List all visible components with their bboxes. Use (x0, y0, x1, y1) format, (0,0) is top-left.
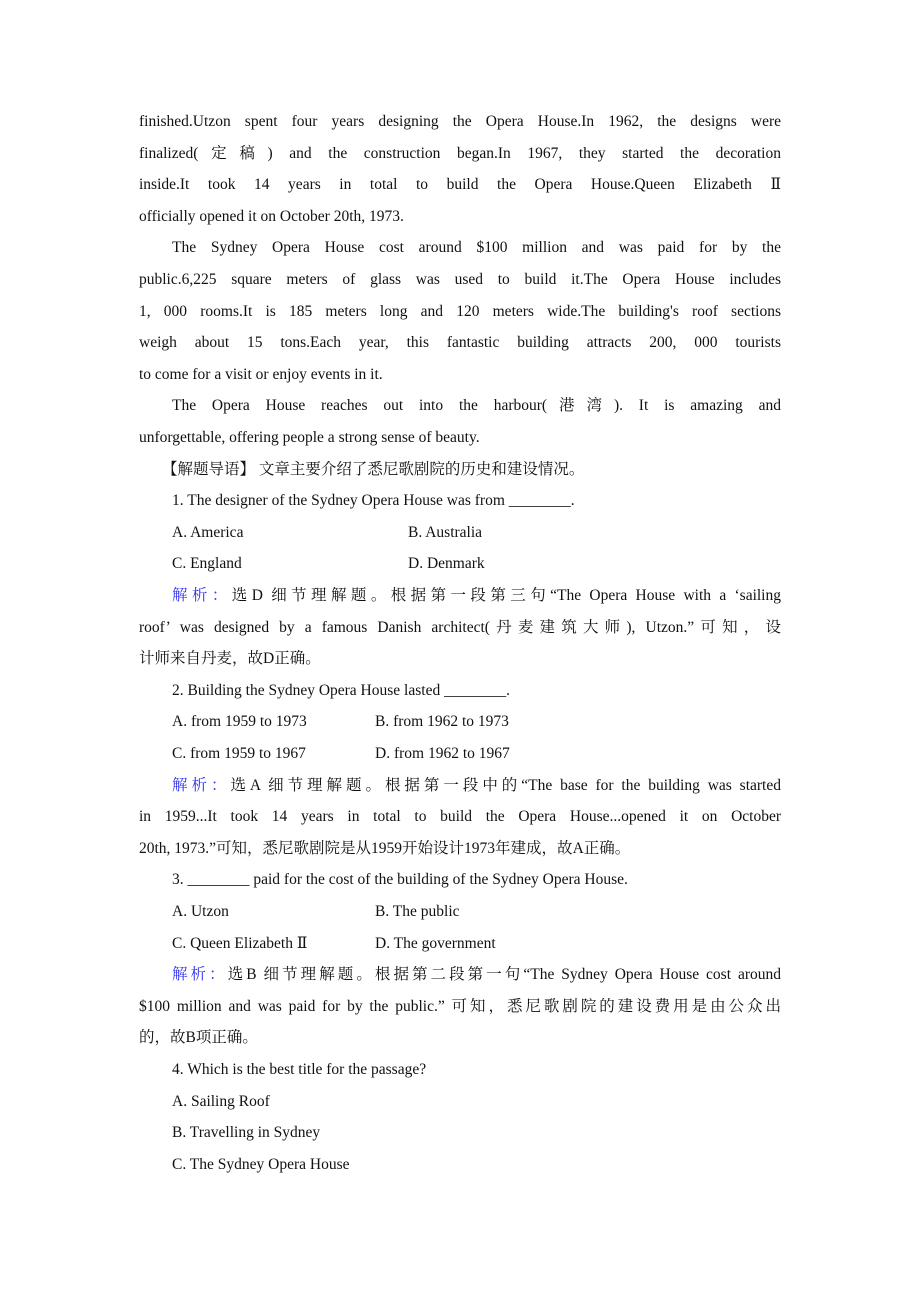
passage-line: inside.It took 14 years in total to build the Opera House.Queen Elizabeth Ⅱ (139, 176, 781, 194)
analysis-line: 解析：选B 细节理解题。根据第二段第一句“The Sydney Opera House cost around (172, 966, 781, 984)
question-2-options-row (172, 706, 781, 738)
passage-line: finalized(定稿) and the construction began.In 1967, they started the decoration (139, 144, 781, 162)
passage-line: public.6,225 square meters of glass was used to build it.The Opera House includes (139, 271, 781, 288)
analysis-line: 解析：选A 细节理解题。根据第一段中的“The base for the building was started (172, 776, 781, 794)
option-d: D. Denmark (408, 555, 485, 573)
analysis-line: 的，故B项正确。 (139, 1029, 258, 1047)
option-c: C. from 1959 to 1967 (172, 745, 306, 762)
question-3-options-row (172, 896, 781, 928)
option-b: B. Australia (408, 523, 483, 541)
analysis-line: roof’ was designed by a famous Danish architect(丹麦建筑大师), Utzon.”可知，设 (139, 618, 781, 636)
question-2-stem: 2. Building the Sydney Opera House lasted ________. (172, 681, 510, 699)
option-b: B. Travelling in Sydney (172, 1124, 321, 1142)
passage-line: The Sydney Opera House cost around $100 million and was paid for by the (172, 239, 781, 257)
option-d: D. from 1962 to 1967 (375, 745, 510, 762)
option-a: A. Utzon (172, 903, 229, 920)
option-c: C. England (172, 555, 242, 573)
option-d: D. The government (375, 934, 496, 952)
guide-text: 【解题导语】 文章主要介绍了悉尼歌剧院的历史和建设情况。 (162, 460, 585, 478)
analysis-line: in 1959...It took 14 years in total to build the Opera House...opened it on October (139, 808, 781, 826)
passage-line: finished.Utzon spent four years designing the Opera House.In 1962, the designs were (139, 113, 781, 130)
analysis-line: 计师来自丹麦，故D正确。 (139, 650, 321, 668)
question-1-options-row (172, 548, 781, 580)
option-a: A. from 1959 to 1973 (172, 713, 307, 731)
analysis-line: $100 million and was paid for by the public.” 可知，悉尼歌剧院的建设费用是由公众出 (139, 997, 781, 1015)
analysis-label: 解析： (172, 587, 232, 604)
analysis-line: 20th, 1973.”可知，悉尼歌剧院是从1959开始设计1973年建成，故A正确。 (139, 839, 631, 857)
option-c: C. Queen Elizabeth Ⅱ (172, 934, 308, 952)
analysis-line: 解析：选D 细节理解题。根据第一段第三句“The Opera House with a ‘sailing (172, 587, 781, 604)
question-1-stem: 1. The designer of the Sydney Opera House was from ________. (172, 492, 575, 510)
analysis-label: 解析： (172, 966, 228, 984)
passage-line: unforgettable, offering people a strong sense of beauty. (139, 429, 480, 446)
analysis-label: 解析： (172, 776, 231, 794)
passage-line: to come for a visit or enjoy events in it. (139, 365, 383, 383)
question-2-options-row (172, 738, 781, 770)
question-1-options-row (172, 517, 781, 549)
option-c: C. The Sydney Opera House (172, 1155, 350, 1173)
option-b: B. from 1962 to 1973 (375, 713, 509, 731)
option-b: B. The public (375, 903, 460, 920)
question-3-options-row (172, 928, 781, 960)
passage-line: 1, 000 rooms.It is 185 meters long and 120 meters wide.The building's roof sections (139, 302, 781, 320)
passage-line: weigh about 15 tons.Each year, this fantastic building attracts 200, 000 tourists (139, 334, 781, 352)
question-3-stem: 3. ________ paid for the cost of the building of the Sydney Opera House. (172, 871, 628, 889)
question-4-stem: 4. Which is the best title for the passage? (172, 1061, 427, 1078)
option-a: A. Sailing Roof (172, 1092, 270, 1110)
passage-line: The Opera House reaches out into the harbour(港湾). It is amazing and (172, 397, 781, 415)
passage-line: officially opened it on October 20th, 1973. (139, 207, 404, 225)
option-a: A. America (172, 523, 244, 541)
